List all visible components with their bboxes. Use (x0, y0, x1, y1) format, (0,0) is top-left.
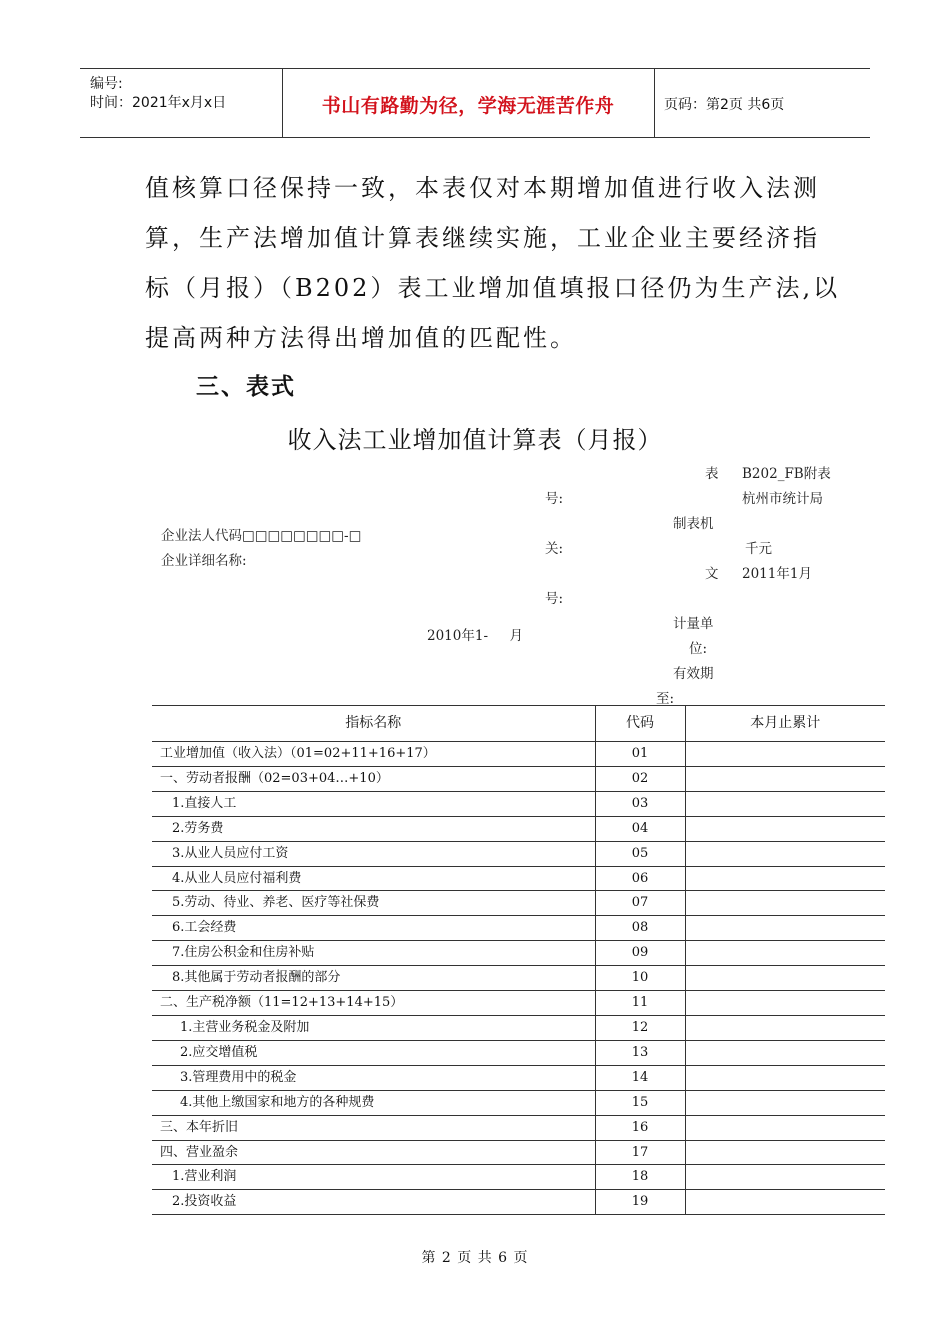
meta-hao1: 号: (545, 491, 564, 507)
meta-unit: 千元 (745, 541, 772, 557)
table-row (152, 941, 885, 966)
table-row (152, 1015, 885, 1040)
table-row (152, 1140, 885, 1165)
column-header-name: 指标名称 (152, 706, 595, 742)
cumulative-value-cell[interactable] (685, 941, 885, 966)
indicator-name: 3.管理费用中的税金 (152, 1065, 595, 1090)
meta-biao: 表 (705, 466, 719, 482)
meta-date: 2011年1月 (742, 566, 812, 582)
meta-wen: 文 (705, 566, 719, 582)
indicator-name: 1.直接人工 (152, 791, 595, 816)
table-row (152, 1115, 885, 1140)
indicator-code: 15 (595, 1090, 685, 1115)
cumulative-value-cell[interactable] (685, 891, 885, 916)
indicator-name: 2.应交增值税 (152, 1040, 595, 1065)
header-motto-cell (282, 69, 655, 137)
indicator-code: 05 (595, 841, 685, 866)
cumulative-value-cell[interactable] (685, 1115, 885, 1140)
meta-hao2: 号: (545, 591, 564, 607)
period: 2010年1- 月 (427, 628, 523, 644)
table-row (152, 766, 885, 791)
indicator-name: 三、本年折旧 (152, 1115, 595, 1140)
cumulative-value-cell[interactable] (685, 791, 885, 816)
table-row (152, 791, 885, 816)
section-heading: 三、表式 (196, 374, 296, 400)
indicator-code: 13 (595, 1040, 685, 1065)
table-row (152, 1165, 885, 1190)
indicator-name: 四、营业盈余 (152, 1140, 595, 1165)
body-line-4: 提高两种方法得出增加值的匹配性。 (145, 324, 577, 352)
table-row (152, 1090, 885, 1115)
indicator-name: 4.其他上缴国家和地方的各种规费 (152, 1090, 595, 1115)
column-header-cumulative: 本月止累计 (685, 706, 885, 742)
header-meta-cell (80, 69, 283, 137)
body-line-2: 算，生产法增加值计算表继续实施，工业企业主要经济指 (145, 224, 820, 252)
table-row (152, 1040, 885, 1065)
indicator-code: 04 (595, 816, 685, 841)
cumulative-value-cell[interactable] (685, 1040, 885, 1065)
indicator-code: 03 (595, 791, 685, 816)
cumulative-value-cell[interactable] (685, 1090, 885, 1115)
cumulative-value-cell[interactable] (685, 742, 885, 767)
page-footer: 第 2 页 共 6 页 (421, 1250, 529, 1266)
indicator-code: 14 (595, 1065, 685, 1090)
table-row (152, 866, 885, 891)
indicator-code: 07 (595, 891, 685, 916)
indicator-code: 02 (595, 766, 685, 791)
cumulative-value-cell[interactable] (685, 916, 885, 941)
indicator-code: 19 (595, 1190, 685, 1215)
cumulative-value-cell[interactable] (685, 816, 885, 841)
cumulative-value-cell[interactable] (685, 841, 885, 866)
indicator-name: 8.其他属于劳动者报酬的部分 (152, 966, 595, 991)
indicator-name: 工业增加值（收入法）（01=02+11+16+17） (152, 742, 595, 767)
table-row (152, 916, 885, 941)
page-info: 页码：第2页 共6页 (664, 97, 785, 113)
meta-unit-label-1: 计量单 (673, 616, 714, 632)
meta-zhi: 至: (656, 691, 675, 707)
serial-label: 编号: (90, 76, 123, 92)
cumulative-value-cell[interactable] (685, 966, 885, 991)
motto: 书山有路勤为径，学海无涯苦作舟 (321, 95, 615, 117)
indicator-code: 06 (595, 866, 685, 891)
table-row (152, 966, 885, 991)
indicator-name: 二、生产税净额（11=12+13+14+15） (152, 991, 595, 1016)
indicator-name: 2.投资收益 (152, 1190, 595, 1215)
indicator-name: 一、劳动者报酬（02=03+04…+10） (152, 766, 595, 791)
meta-authority: 杭州市统计局 (742, 491, 823, 507)
indicator-code: 18 (595, 1165, 685, 1190)
indicator-code: 16 (595, 1115, 685, 1140)
indicator-name: 5.劳动、待业、养老、医疗等社保费 (152, 891, 595, 916)
body-line-1: 值核算口径保持一致，本表仅对本期增加值进行收入法测 (145, 174, 820, 202)
table-row (152, 816, 885, 841)
indicator-code: 01 (595, 742, 685, 767)
table-row (152, 742, 885, 767)
document-header (80, 68, 870, 138)
enterprise-code: 企业法人代码□□□□□□□□-□ (161, 528, 362, 544)
table-header-row (152, 706, 885, 742)
indicator-name: 6.工会经费 (152, 916, 595, 941)
meta-maker: 制表机 (673, 516, 714, 532)
body-line-3: 标（月报）（B202）表工业增加值填报口径仍为生产法,以 (145, 274, 841, 302)
cumulative-value-cell[interactable] (685, 991, 885, 1016)
cumulative-value-cell[interactable] (685, 866, 885, 891)
form-title: 收入法工业增加值计算表（月报） (287, 426, 663, 454)
indicator-code: 17 (595, 1140, 685, 1165)
header-page-cell (654, 69, 870, 137)
cumulative-value-cell[interactable] (685, 766, 885, 791)
meta-form-no: B202_FB附表 (742, 466, 831, 482)
indicator-table (152, 705, 885, 1215)
indicator-code: 09 (595, 941, 685, 966)
indicator-name: 7.住房公积金和住房补贴 (152, 941, 595, 966)
meta-unit-label-2: 位: (689, 641, 708, 657)
indicator-name: 3.从业人员应付工资 (152, 841, 595, 866)
indicator-name: 4.从业人员应付福利费 (152, 866, 595, 891)
table-row (152, 991, 885, 1016)
cumulative-value-cell[interactable] (685, 1015, 885, 1040)
indicator-name: 1.主营业务税金及附加 (152, 1015, 595, 1040)
indicator-name: 2.劳务费 (152, 816, 595, 841)
table-row (152, 1190, 885, 1215)
enterprise-name: 企业详细名称: (161, 553, 247, 569)
cumulative-value-cell[interactable] (685, 1165, 885, 1190)
table-row (152, 841, 885, 866)
indicator-name: 1.营业利润 (152, 1165, 595, 1190)
column-header-code: 代码 (595, 706, 685, 742)
indicator-code: 11 (595, 991, 685, 1016)
meta-guan: 关: (545, 541, 564, 557)
meta-valid-label: 有效期 (673, 666, 714, 682)
cumulative-value-cell[interactable] (685, 1190, 885, 1215)
table-row (152, 891, 885, 916)
time-label: 时间：2021年x月x日 (90, 95, 227, 111)
table-row (152, 1065, 885, 1090)
indicator-code: 10 (595, 966, 685, 991)
cumulative-value-cell[interactable] (685, 1065, 885, 1090)
indicator-code: 08 (595, 916, 685, 941)
cumulative-value-cell[interactable] (685, 1140, 885, 1165)
indicator-code: 12 (595, 1015, 685, 1040)
